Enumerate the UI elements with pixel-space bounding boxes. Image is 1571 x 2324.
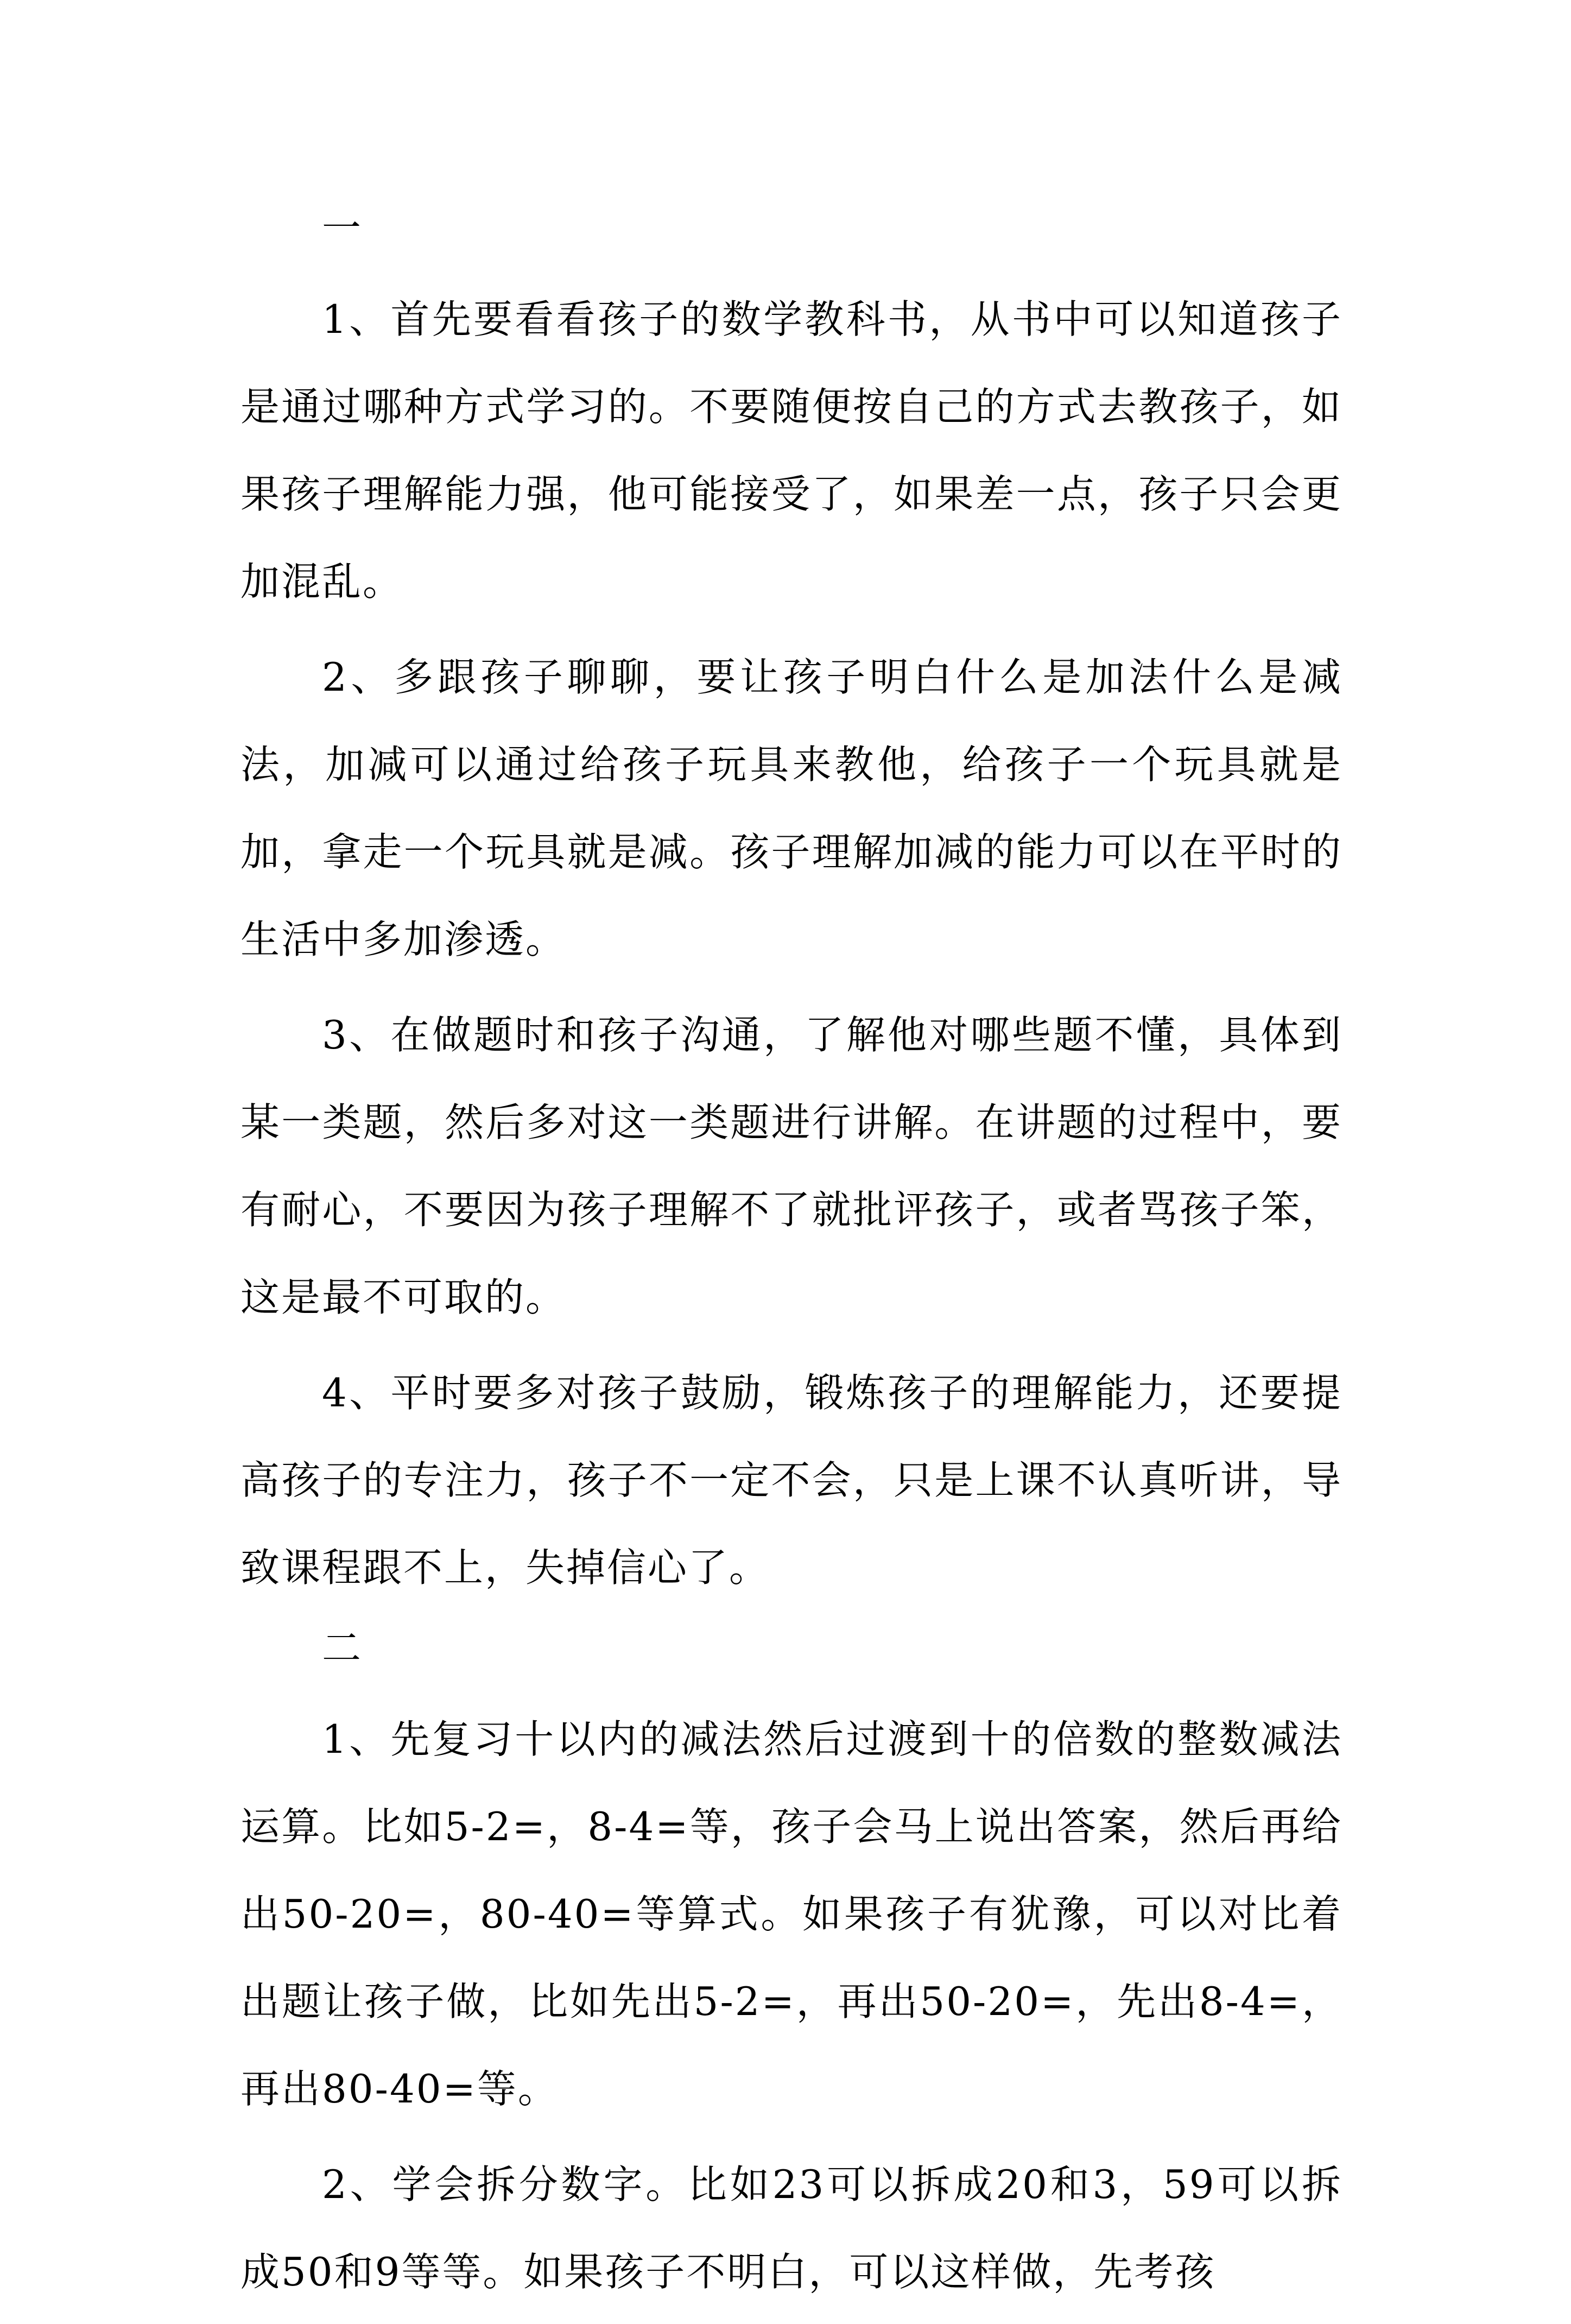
paragraph: 2、多跟孩子聊聊，要让孩子明白什么是加法什么是减法，加减可以通过给孩子玩具来教他，给孩子一个玩具就是加，拿走一个玩具就是减。孩子理解加减的能力可以在平时的生活中多加渗透。 (240, 654, 1342, 962)
paragraph: 1、首先要看看孩子的数学教科书，从书中可以知道孩子是通过哪种方式学习的。不要随便按自己的方式去教孩子，如果孩子理解能力强，他可能接受了，如果差一点，孩子只会更加混乱。 (240, 296, 1342, 604)
paragraph: 1、先复习十以内的减法然后过渡到十的倍数的整数减法运算。比如5-2=，8-4=等，孩子会马上说出答案，然后再给出50-20=，80-40=等算式。如果孩子有犹豫，可以对比着出题让孩子做，比如先出5-2=，再出50-20=，先出8-4=，再出80-40=等。 (240, 1716, 1342, 2112)
section-heading: 二 (322, 1625, 362, 1671)
document-body (240, 200, 1342, 2324)
section-one (240, 200, 1342, 1612)
paragraph: 4、平时要多对孩子鼓励，锻炼孩子的理解能力，还要提高孩子的专注力，孩子不一定不会，只是上课不认真听讲，导致课程跟不上，失掉信心了。 (240, 1370, 1342, 1590)
section-heading: 一 (322, 205, 362, 251)
section-two (240, 1620, 1342, 2316)
paragraph: 3、在做题时和孩子沟通，了解他对哪些题不懂，具体到某一类题，然后多对这一类题进行讲解。在讲题的过程中，要有耐心，不要因为孩子理解不了就批评孩子，或者骂孩子笨，这是最不可取的。 (240, 1012, 1342, 1320)
paragraph: 2、学会拆分数字。比如23可以拆成20和3，59可以拆成50和9等等。如果孩子不明白，可以这样做，先考孩 (240, 2162, 1342, 2295)
